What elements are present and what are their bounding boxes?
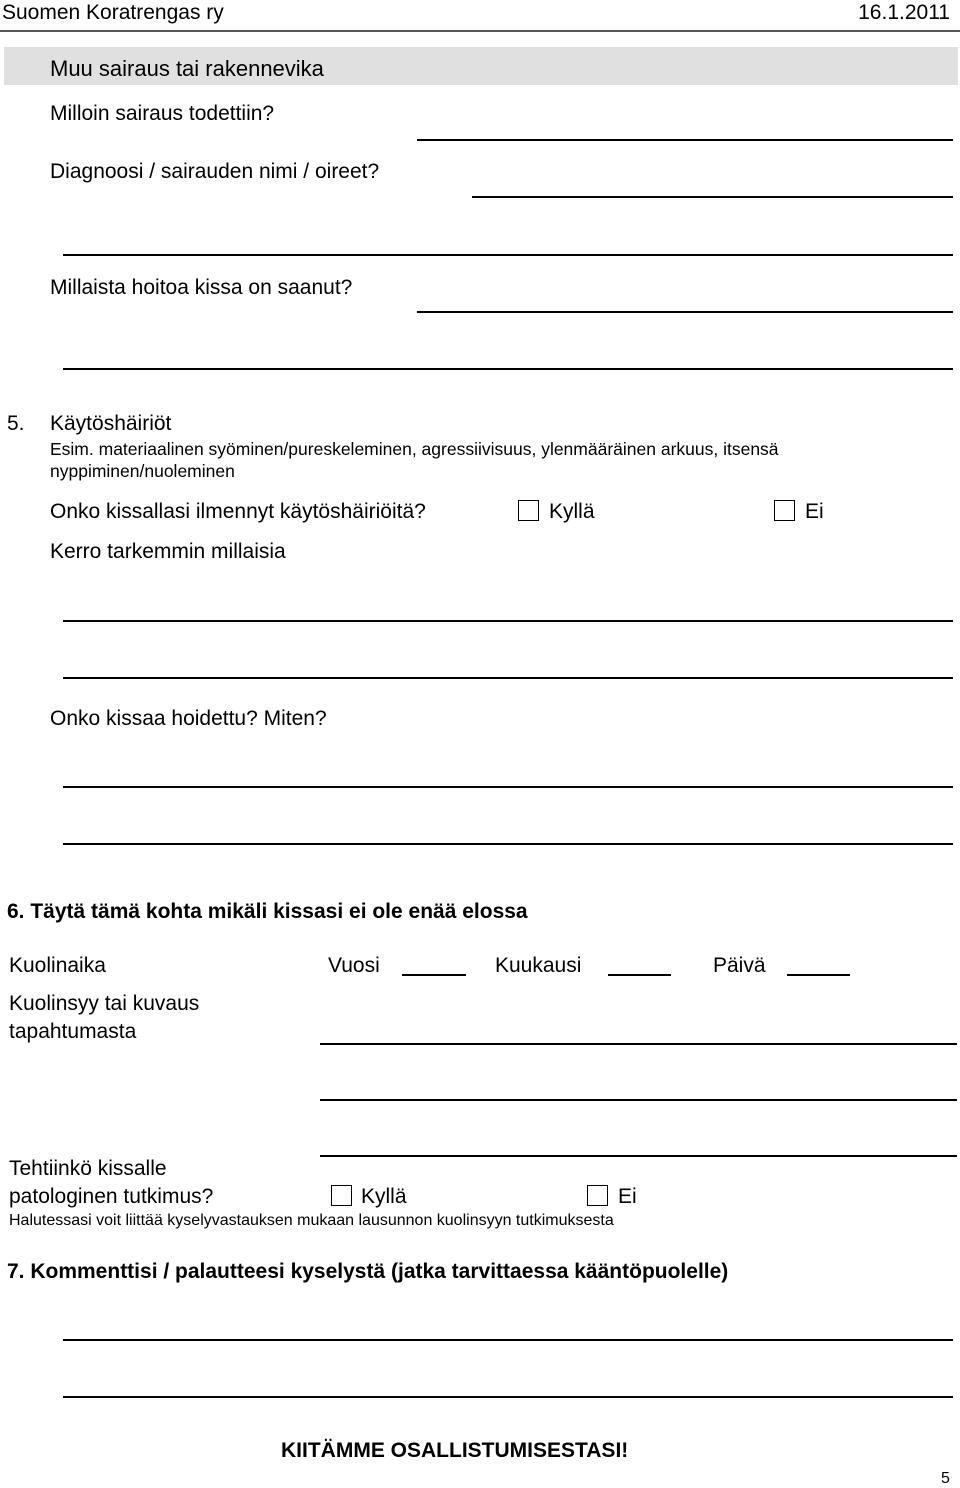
answer-line-diagnosis-2[interactable] (63, 254, 953, 256)
year-label: Vuosi (328, 954, 380, 977)
q-details-label: Kerro tarkemmin millaisia (50, 540, 286, 563)
autopsy-label-2: patologinen tutkimus? (9, 1185, 214, 1208)
section5-example-cont: nyppiminen/nuoleminen (50, 461, 235, 481)
month-answer-line[interactable] (608, 974, 671, 976)
section5-example: Esim. materiaalinen syöminen/pureskeleminen, agressiivisuus, ylenmääräinen arkuus, itsensä (50, 439, 779, 459)
header-divider (0, 30, 960, 32)
answer-line-when[interactable] (417, 139, 953, 141)
answer-line-cause-3[interactable] (320, 1155, 957, 1157)
day-label: Päivä (713, 954, 766, 977)
answer-line-diagnosis[interactable] (472, 196, 953, 198)
autopsy-yes-checkbox[interactable] (331, 1185, 352, 1206)
section7-heading: 7. Kommenttisi / palautteesi kyselystä (jatka tarvittaessa kääntöpuolelle) (7, 1260, 729, 1283)
cause-label-2: tapahtumasta (9, 1020, 137, 1043)
behavior-no-checkbox[interactable] (774, 500, 795, 521)
answer-line-treated-2[interactable] (63, 843, 953, 845)
answer-line-cause-2[interactable] (320, 1099, 957, 1101)
header-title: Suomen Koratrengas ry (2, 1, 224, 24)
autopsy-no-checkbox[interactable] (587, 1185, 608, 1206)
autopsy-no-label: Ei (618, 1185, 637, 1208)
month-label: Kuukausi (495, 954, 582, 977)
cause-label-1: Kuolinsyy tai kuvaus (9, 992, 200, 1015)
behavior-yes-checkbox[interactable] (518, 500, 539, 521)
q-behavior-label: Onko kissallasi ilmennyt käytöshäiriöitä? (50, 500, 426, 523)
q-treated-label: Onko kissaa hoidettu? Miten? (50, 707, 327, 730)
answer-line-treatment[interactable] (417, 311, 953, 313)
answer-line-details-2[interactable] (63, 677, 953, 679)
header-date: 16.1.2011 (858, 1, 950, 24)
autopsy-yes-label: Kyllä (361, 1185, 407, 1208)
thanks-text: KIITÄMME OSALLISTUMISESTASI! (281, 1439, 629, 1462)
section5-number: 5. (7, 412, 25, 435)
death-time-label: Kuolinaika (9, 954, 106, 977)
answer-line-treatment-2[interactable] (63, 368, 953, 370)
year-answer-line[interactable] (402, 974, 466, 976)
q-when-label: Milloin sairaus todettiin? (50, 102, 275, 125)
autopsy-note: Halutessasi voit liittää kyselyvastauksen mukaan lausunnon kuolinsyyn tutkimuksesta (9, 1212, 614, 1229)
answer-line-treated[interactable] (63, 786, 953, 788)
answer-line-comment[interactable] (63, 1339, 953, 1341)
illness-title: Muu sairaus tai rakennevika (50, 56, 324, 81)
page-number: 5 (941, 1470, 950, 1487)
q-diagnosis-label: Diagnoosi / sairauden nimi / oireet? (50, 160, 380, 183)
autopsy-label-1: Tehtiinkö kissalle (9, 1157, 167, 1180)
section5-title: Käytöshäiriöt (50, 412, 172, 435)
answer-line-cause[interactable] (320, 1043, 957, 1045)
behavior-no-label: Ei (805, 500, 824, 523)
q-treatment-label: Millaista hoitoa kissa on saanut? (50, 276, 353, 299)
section6-heading: 6. Täytä tämä kohta mikäli kissasi ei ole enää elossa (7, 900, 528, 923)
day-answer-line[interactable] (787, 974, 850, 976)
behavior-yes-label: Kyllä (549, 500, 595, 523)
answer-line-details[interactable] (63, 620, 953, 622)
answer-line-comment-2[interactable] (63, 1396, 953, 1398)
